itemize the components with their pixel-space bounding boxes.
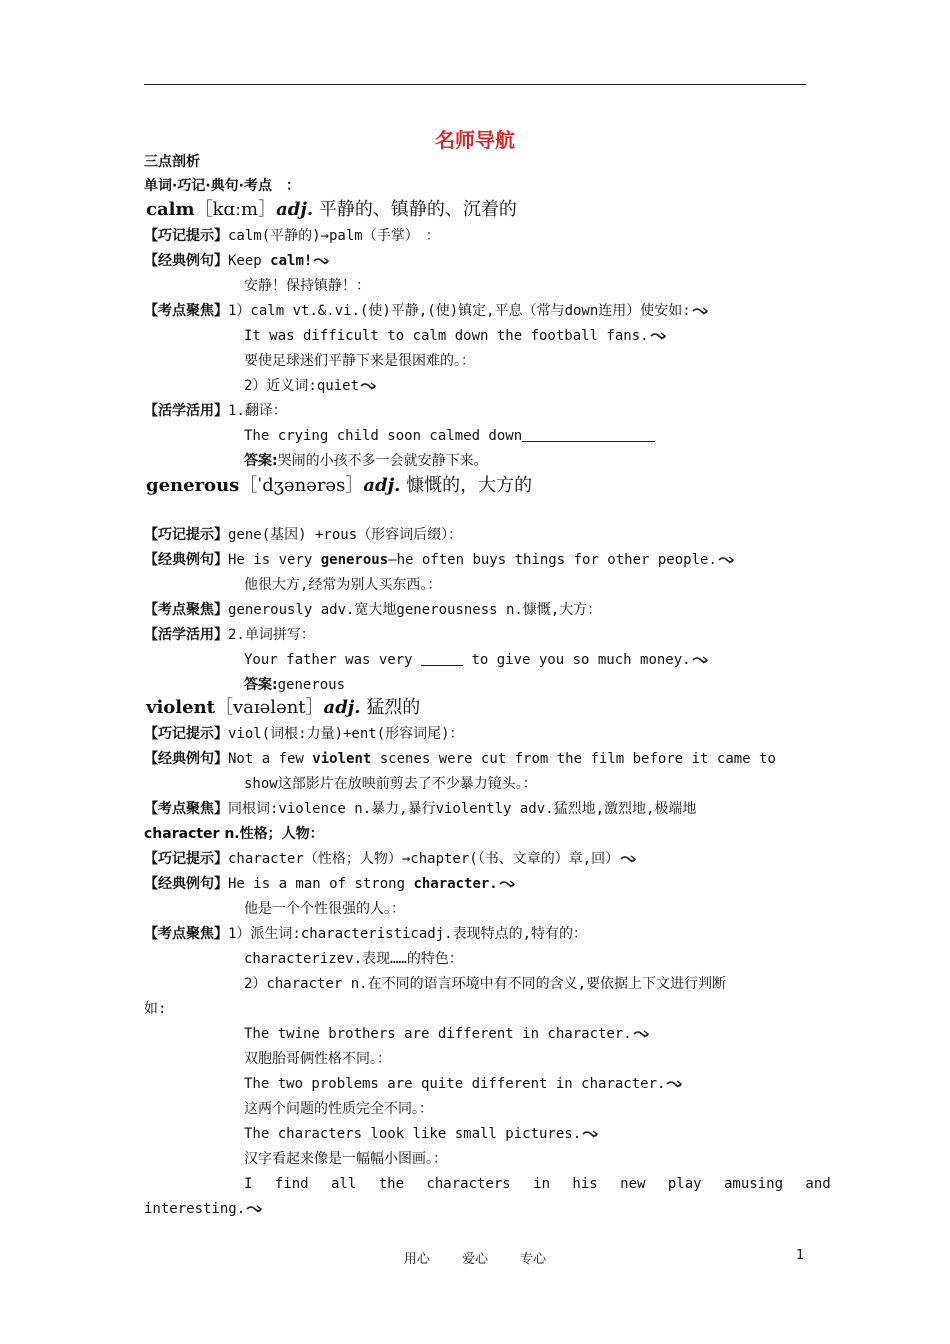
example-text: Not a few (228, 751, 313, 767)
tag-practice: 【活学活用】 (144, 403, 228, 419)
practice-text: 1.翻译： (228, 403, 287, 419)
tag-tip: 【巧记提示】 (144, 527, 228, 543)
calm-answer (144, 449, 906, 473)
character-ex1-en (144, 1022, 906, 1046)
tag-example: 【经典例句】 (144, 253, 228, 269)
meaning: 猛烈的 (366, 697, 421, 718)
link-arrow-icon (313, 256, 329, 266)
generous-practice (144, 623, 806, 647)
page-number: 1 (796, 1248, 805, 1263)
calm-tip (144, 224, 806, 248)
example-en: The twine brothers are different in character. (244, 1026, 632, 1042)
practice-sentence: Your father was very (244, 652, 422, 668)
word-entry-violent (146, 694, 420, 722)
link-arrow-icon (499, 879, 515, 889)
link-arrow-icon (582, 1129, 598, 1139)
tag-example: 【经典例句】 (144, 751, 228, 767)
character-focus-2b: 如: (144, 1001, 167, 1017)
character-example-zh: 他是一个个性很强的人。： (244, 901, 405, 917)
character-ex4b (144, 1197, 806, 1221)
link-arrow-icon (620, 854, 636, 864)
tag-tip: 【巧记提示】 (144, 851, 228, 867)
headword: generous (146, 475, 240, 496)
character-example (144, 872, 806, 896)
generous-example (144, 548, 806, 572)
calm-focus-en (144, 324, 906, 348)
answer-label: 答案: (244, 677, 278, 693)
generous-practice-en (144, 648, 906, 672)
practice-sentence: The crying child soon calmed down (244, 428, 523, 444)
example-text: Keep (228, 253, 271, 269)
example-keyword: violent (312, 751, 372, 767)
character-ex3-en (144, 1122, 906, 1146)
tag-example: 【经典例句】 (144, 876, 228, 892)
tag-focus: 【考点聚焦】 (144, 926, 228, 942)
calm-practice (144, 399, 806, 423)
character-ex4-en: I find all the characters in his new play amusing and (244, 1176, 831, 1192)
example-keyword: calm! (270, 253, 313, 269)
example-keyword: generous (320, 552, 389, 568)
word-entry-generous (146, 472, 532, 500)
calm-focus (144, 299, 806, 323)
example-text: He is very (228, 552, 321, 568)
generous-tip (144, 523, 806, 547)
footer-word: 用心 (403, 1252, 430, 1267)
meaning: 平静的、镇静的、沉着的 (318, 199, 517, 220)
character-ex2-zh: 这两个问题的性质完全不同。： (244, 1101, 433, 1117)
headword: violent (146, 697, 215, 718)
example-text-rest: scenes were cut from the film before it came to (371, 751, 776, 767)
violent-focus (144, 797, 806, 821)
footer-word: 专心 (520, 1252, 547, 1267)
phonetic: ［vaɪələnt］ (215, 697, 324, 718)
example-keyword: character. (413, 876, 498, 892)
answer-blank (522, 426, 655, 442)
link-arrow-icon (718, 555, 734, 565)
violent-example-cont: show这部影片在放映前剪去了不少暴力镜头。： (244, 776, 537, 792)
tag-focus: 【考点聚焦】 (144, 801, 228, 817)
character-ex2-en (144, 1072, 906, 1096)
link-arrow-icon (666, 1079, 682, 1089)
generous-focus (144, 598, 806, 622)
character-focus-2: 2）character n.在不同的语言环境中有不同的含义,要依据上下文进行判断 (244, 976, 727, 992)
link-arrow-icon (650, 331, 666, 341)
character-ex1-zh: 双胞胎哥俩性格不同。： (244, 1051, 391, 1067)
link-arrow-icon (692, 655, 708, 665)
tip-text: calm(平静的)→palm（手掌） ： (228, 228, 440, 244)
link-arrow-icon (246, 1204, 262, 1214)
character-heading: character n.性格；人物： (144, 826, 324, 842)
tag-example: 【经典例句】 (144, 552, 228, 568)
page-footer (0, 1248, 950, 1267)
subsection-heading: 单词·巧记·典句·考点 ： (144, 178, 300, 194)
headword: calm (146, 199, 195, 220)
focus-text: 1）派生词:characteristicadj.表现特点的,特有的： (228, 926, 588, 942)
section-heading: 三点剖析 (144, 154, 200, 170)
focus-synonym: 2）近义词:quiet (244, 378, 360, 394)
tag-focus: 【考点聚焦】 (144, 303, 228, 319)
answer-text: 哭闹的小孩不多一会就安静下来。 (277, 453, 488, 469)
part-of-speech: adj. (363, 475, 401, 496)
character-focus-1b: characterizev.表现……的特色： (244, 951, 463, 967)
character-tip (144, 847, 806, 871)
part-of-speech: adj. (323, 697, 361, 718)
phonetic: ［kɑːm］ (194, 199, 277, 220)
link-arrow-icon (633, 1029, 649, 1039)
word-entry-calm (146, 196, 517, 224)
tip-text: character（性格；人物）→chapter(（书、文章的）章,回） (228, 851, 620, 867)
tag-tip: 【巧记提示】 (144, 228, 228, 244)
phonetic: ［ˈdʒənərəs］ (239, 475, 364, 496)
answer-label: 答案: (244, 453, 278, 469)
example-en: The two problems are quite different in character. (244, 1076, 666, 1092)
focus-example-en: It was difficult to calm down the football fans. (244, 328, 649, 344)
example-text: He is a man of strong (228, 876, 414, 892)
calm-focus-zh: 要使足球迷们平静下来是很困难的。： (244, 353, 475, 369)
tip-text: gene(基因) +rous（形容词后缀）： (228, 527, 463, 543)
focus-text: generously adv.宽大地generousness n.慷慨,大方： (228, 602, 602, 618)
focus-text: 同根词:violence n.暴力,暴行violently adv.猛烈地,激烈地,极端地 (228, 801, 697, 817)
header-rule (144, 84, 806, 85)
calm-practice-en (144, 424, 906, 448)
footer-word: 爱心 (461, 1252, 488, 1267)
page-title: 名师导航 (435, 128, 515, 152)
link-arrow-icon (360, 381, 376, 391)
calm-example-zh: 安静！保持镇静！： (244, 278, 370, 294)
character-focus (144, 922, 806, 946)
tag-tip: 【巧记提示】 (144, 726, 228, 742)
example-en: The characters look like small pictures. (244, 1126, 582, 1142)
practice-text: 2.单词拼写： (228, 627, 315, 643)
violent-example (144, 747, 806, 771)
character-ex3-zh: 汉字看起来像是一幅幅小图画。： (244, 1151, 447, 1167)
answer-blank (421, 650, 463, 666)
meaning: 慷慨的，大方的 (406, 475, 533, 496)
example-text-rest: —he often buys things for other people. (388, 552, 717, 568)
focus-text: 1）calm vt.&.vi.(使)平静,(使)镇定,平息（常与down连用）使安如: (228, 303, 691, 319)
practice-sentence-rest: to give you so much money. (463, 652, 691, 668)
part-of-speech: adj. (276, 199, 314, 220)
tag-focus: 【考点聚焦】 (144, 602, 228, 618)
example-en-rest: interesting. (144, 1201, 246, 1217)
generous-example-zh: 他很大方,经常为别人买东西。： (244, 577, 442, 593)
link-arrow-icon (692, 306, 708, 316)
tag-practice: 【活学活用】 (144, 627, 228, 643)
calm-focus-2 (144, 374, 906, 398)
tip-text: viol(词根:力量)+ent(形容词尾)： (228, 726, 464, 742)
calm-example (144, 249, 806, 273)
violent-tip (144, 722, 806, 746)
answer-text: generous (277, 677, 346, 693)
